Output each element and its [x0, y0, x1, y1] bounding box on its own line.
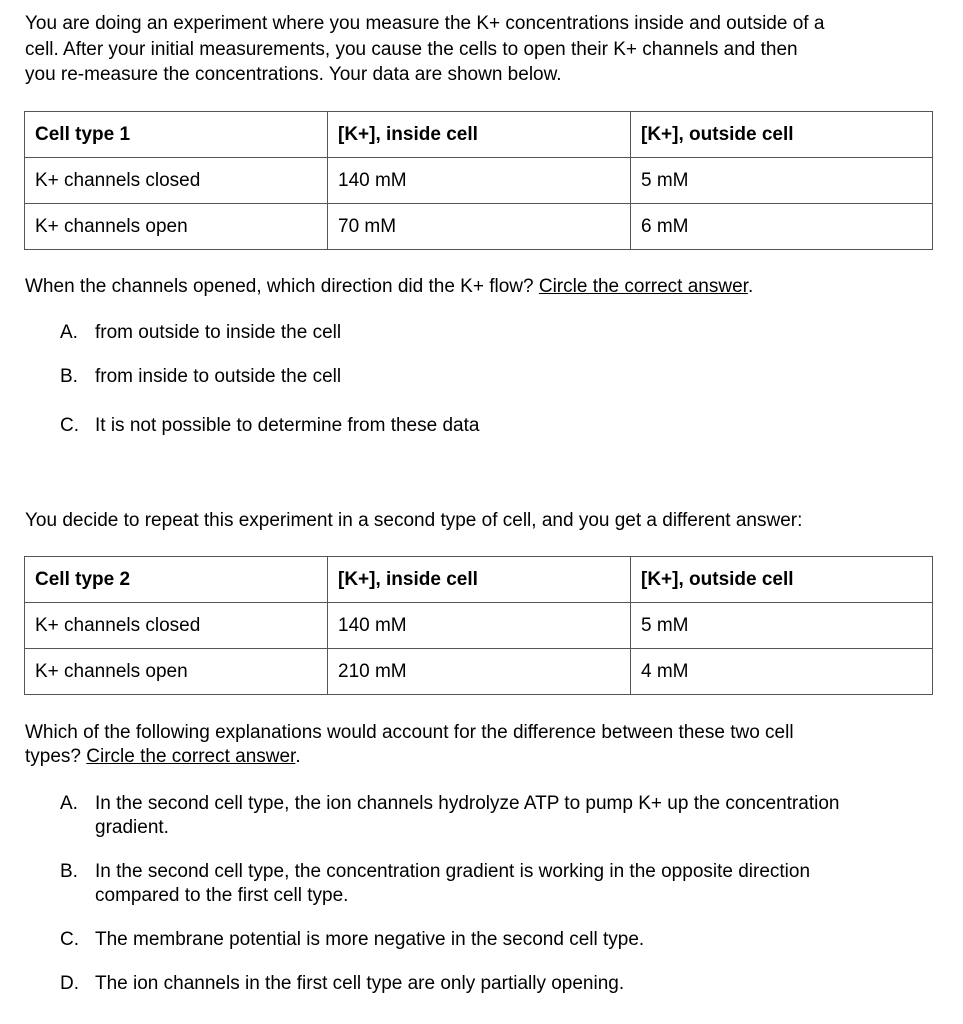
- option-text: In the second cell type, the concentration gradient is working in the opposite direction: [95, 861, 811, 882]
- question-2-line: Which of the following explanations would account for the difference between these two cell: [25, 722, 794, 743]
- question-1: [25, 275, 753, 299]
- option-text: gradient.: [95, 817, 169, 838]
- header-cell: [K+], outside cell: [631, 557, 933, 603]
- table-cell: 70 mM: [328, 204, 631, 250]
- option-letter: C.: [60, 929, 79, 950]
- table-cell: 140 mM: [328, 603, 631, 649]
- question-text: When the channels opened, which direction did the K+ flow?: [25, 276, 539, 297]
- table-cell: 6 mM: [631, 204, 933, 250]
- table-row: [25, 204, 933, 250]
- intro-line: you re-measure the concentrations. Your data are shown below.: [25, 64, 562, 85]
- punctuation: .: [295, 746, 301, 767]
- table-row: [25, 603, 933, 649]
- option-letter: B.: [60, 366, 78, 387]
- header-cell: [K+], outside cell: [631, 112, 933, 158]
- header-cell: Cell type 2: [25, 557, 328, 603]
- table-cell: 140 mM: [328, 158, 631, 204]
- option-letter: A.: [60, 322, 78, 343]
- punctuation: .: [747, 276, 754, 297]
- intro-line: cell. After your initial measurements, you cause the cells to open their K+ channels and then: [25, 39, 798, 60]
- instruction-text: Circle the correct answer: [538, 276, 748, 297]
- table-cell: 4 mM: [631, 649, 933, 695]
- option-text: compared to the first cell type.: [95, 885, 349, 906]
- table-header-row: [25, 112, 933, 158]
- option-text: The ion channels in the first cell type are only partially opening.: [95, 973, 625, 994]
- option-text: It is not possible to determine from these data: [95, 415, 480, 436]
- option-text: from outside to inside the cell: [95, 322, 342, 343]
- question-text: types?: [25, 746, 87, 767]
- option-letter: C.: [60, 415, 79, 436]
- header-cell: [K+], inside cell: [328, 557, 631, 603]
- instruction-text: Circle the correct answer: [86, 746, 296, 767]
- cell-type-2-table: [24, 556, 933, 695]
- question-2-line: [25, 745, 301, 769]
- intro-line: You are doing an experiment where you measure the K+ concentrations inside and outside of a: [25, 13, 825, 34]
- table-cell: 210 mM: [328, 649, 631, 695]
- header-cell: [K+], inside cell: [328, 112, 631, 158]
- option-text: from inside to outside the cell: [95, 366, 342, 387]
- table-header-row: [25, 557, 933, 603]
- table-cell: K+ channels open: [25, 204, 328, 250]
- cell-type-1-table: [24, 111, 933, 250]
- option-text: The membrane potential is more negative in the second cell type.: [95, 929, 645, 950]
- option-text: In the second cell type, the ion channels hydrolyze ATP to pump K+ up the concentration: [95, 793, 840, 814]
- option-letter: A.: [60, 793, 78, 814]
- header-cell: Cell type 1: [25, 112, 328, 158]
- table-cell: K+ channels closed: [25, 158, 328, 204]
- table-cell: 5 mM: [631, 603, 933, 649]
- table-cell: 5 mM: [631, 158, 933, 204]
- table-row: [25, 649, 933, 695]
- table-cell: K+ channels closed: [25, 603, 328, 649]
- option-letter: B.: [60, 861, 78, 882]
- option-letter: D.: [60, 973, 79, 994]
- table-cell: K+ channels open: [25, 649, 328, 695]
- table-row: [25, 158, 933, 204]
- paragraph-2: You decide to repeat this experiment in a second type of cell, and you get a different answer:: [25, 510, 803, 531]
